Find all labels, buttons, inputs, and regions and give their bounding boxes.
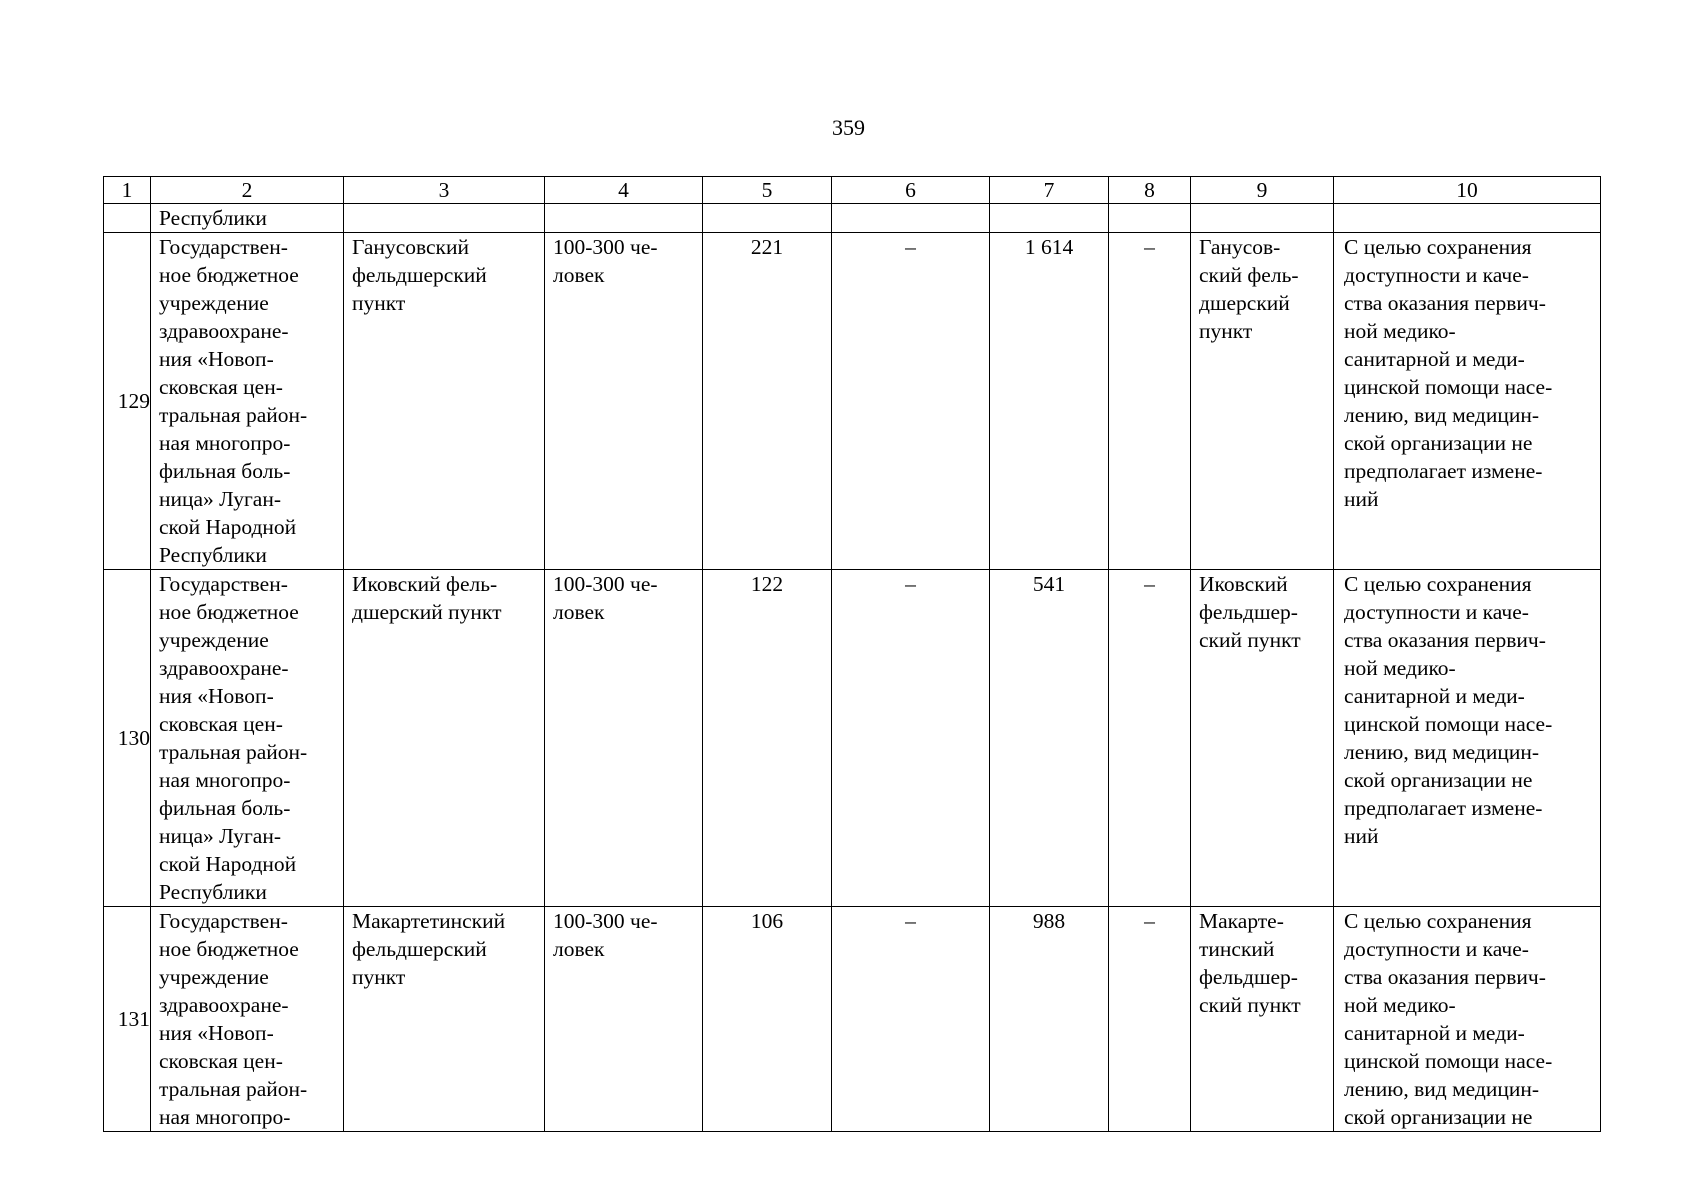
header-cell-4: 4 xyxy=(545,177,703,204)
header-row xyxy=(104,177,1601,204)
header-cell-5: 5 xyxy=(703,177,832,204)
header-cell-9: 9 xyxy=(1191,177,1334,204)
value-col-6: – xyxy=(832,233,990,570)
header-cell-7: 7 xyxy=(990,177,1109,204)
row-number: 131 xyxy=(104,907,151,1132)
population-range: 100-300 че- ловек xyxy=(545,907,703,1132)
cell-empty xyxy=(990,204,1109,233)
facility-name: Ганусовский фельдшерский пункт xyxy=(344,233,545,570)
value-col-5: 221 xyxy=(703,233,832,570)
header-cell-2: 2 xyxy=(151,177,344,204)
cell-empty xyxy=(344,204,545,233)
cell-empty xyxy=(545,204,703,233)
organization-name: Государствен- ное бюджетное учреждение здравоохране- ния «Новоп- сковская цен- тральная район- ная многопро- фильная боль- ница» Луган- ской Народной Республики xyxy=(151,570,344,907)
planned-facility: Макарте- тинский фельдшер- ский пункт xyxy=(1191,907,1334,1132)
value-col-8: – xyxy=(1109,570,1191,907)
value-col-5: 106 xyxy=(703,907,832,1132)
cell-empty xyxy=(703,204,832,233)
table-row xyxy=(104,907,1601,1132)
value-col-8: – xyxy=(1109,233,1191,570)
continuation-row xyxy=(104,204,1601,233)
value-col-6: – xyxy=(832,907,990,1132)
value-col-6: – xyxy=(832,570,990,907)
header-cell-3: 3 xyxy=(344,177,545,204)
organization-name: Государствен- ное бюджетное учреждение здравоохране- ния «Новоп- сковская цен- тральная район- ная многопро- фильная боль- ница» Луган- ской Народной Республики xyxy=(151,233,344,570)
planned-facility: Иковский фельдшер- ский пункт xyxy=(1191,570,1334,907)
planned-facility: Ганусов- ский фель- дшерский пункт xyxy=(1191,233,1334,570)
population-range: 100-300 че- ловек xyxy=(545,570,703,907)
organization-name: Государствен- ное бюджетное учреждение здравоохране- ния «Новоп- сковская цен- тральная район- ная многопро- xyxy=(151,907,344,1132)
cell-empty xyxy=(1191,204,1334,233)
cell-empty xyxy=(832,204,990,233)
cell-empty xyxy=(1334,204,1601,233)
justification: С целью сохранения доступности и каче- ства оказания первич- ной медико- санитарной и меди- цинской помощи насе- лению, вид медицин- ской организации не предполагает измене- ний xyxy=(1334,233,1601,570)
facility-name: Макартетинский фельдшерский пункт xyxy=(344,907,545,1132)
value-col-7: 988 xyxy=(990,907,1109,1132)
header-cell-1: 1 xyxy=(104,177,151,204)
facility-name: Иковский фель- дшерский пункт xyxy=(344,570,545,907)
cell-empty xyxy=(104,204,151,233)
value-col-5: 122 xyxy=(703,570,832,907)
value-col-7: 1 614 xyxy=(990,233,1109,570)
row-number: 130 xyxy=(104,570,151,907)
page-number: 359 xyxy=(832,115,865,140)
justification: С целью сохранения доступности и каче- ства оказания первич- ной медико- санитарной и меди- цинской помощи насе- лению, вид медицин- ской организации не xyxy=(1334,907,1601,1132)
header-cell-6: 6 xyxy=(832,177,990,204)
value-col-8: – xyxy=(1109,907,1191,1132)
facilities-table xyxy=(103,176,1601,1132)
header-cell-8: 8 xyxy=(1109,177,1191,204)
population-range: 100-300 че- ловек xyxy=(545,233,703,570)
table-row xyxy=(104,570,1601,907)
cell-empty xyxy=(1109,204,1191,233)
table-row xyxy=(104,233,1601,570)
continuation-text: Республики xyxy=(151,204,344,233)
value-col-7: 541 xyxy=(990,570,1109,907)
row-number: 129 xyxy=(104,233,151,570)
header-cell-10: 10 xyxy=(1334,177,1601,204)
justification: С целью сохранения доступности и каче- ства оказания первич- ной медико- санитарной и меди- цинской помощи насе- лению, вид медицин- ской организации не предполагает измене- ний xyxy=(1334,570,1601,907)
